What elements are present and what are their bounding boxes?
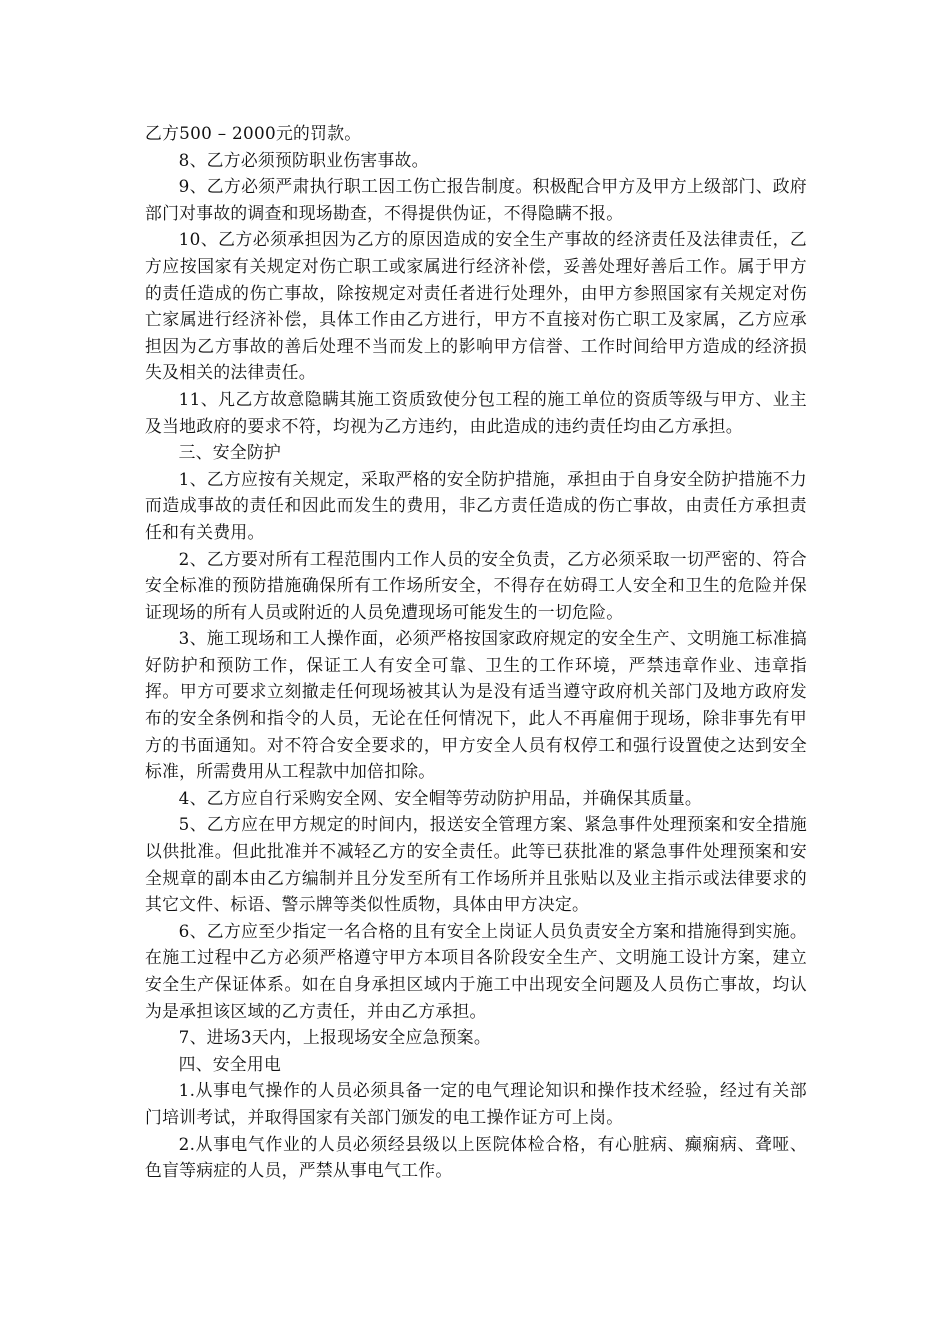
paragraph-item-8: 8、乙方必须预防职业伤害事故。	[178, 149, 429, 170]
paragraph-protection-3: 3、施工现场和工人操作面，必须严格按国家政府规定的安全生产、文明施工标准搞好防护和预防工作，保证工人有安全可靠、卫生的工作环境，严禁违章作业、违章指挥。甲方可要求立刻撤走任何现场被其认为是没有适当遵守政府机关部门及地方政府发布的安全条例和指令的人员，无论在任何情况下，此人不再雇佣于现场，除非事先有甲方的书面通知。对不符合安全要求的，甲方安全人员有权停工和强行设置使之达到安全标准，所需费用从工程款中加倍扣除。	[145, 628, 807, 782]
paragraph-protection-7: 7、进场3天内，上报现场安全应急预案。	[178, 1027, 491, 1048]
paragraph-fine-continuation: 乙方500 – 2000元的罚款。	[145, 123, 362, 143]
paragraph-item-10: 10、乙方必须承担因为乙方的原因造成的安全生产事故的经济责任及法律责任，乙方应按国家有关规定对伤亡职工或家属进行经济补偿，妥善处理好善后工作。属于甲方的责任造成的伤亡事故，除按规定对责任者进行处理外，由甲方参照国家有关规定对伤亡家属进行经济补偿，具体工作由乙方进行，甲方不直接对伤亡职工及家属，乙方应承担因为乙方事故的善后处理不当而发上的影响甲方信誉、工作时间给甲方造成的经济损失及相关的法律责任。	[145, 229, 807, 383]
paragraph-item-11: 11、凡乙方故意隐瞒其施工资质致使分包工程的施工单位的资质等级与甲方、业主及当地政府的要求不符，均视为乙方违约，由此造成的违约责任均由乙方承担。	[145, 388, 807, 436]
paragraph-protection-4: 4、乙方应自行采购安全网、安全帽等劳动防护用品，并确保其质量。	[178, 787, 703, 808]
paragraph-electrical-2: 2.从事电气作业的人员必须经县级以上医院体检合格，有心脏病、癫痫病、聋哑、色盲等病症的人员，严禁从事电气工作。	[145, 1133, 807, 1181]
section-heading-safety-protection: 三、安全防护	[178, 442, 282, 463]
section-heading-electrical-safety: 四、安全用电	[178, 1053, 282, 1074]
paragraph-protection-2: 2、乙方要对所有工程范围内工作人员的安全负责，乙方必须采取一切严密的、符合安全标准的预防措施确保所有工作场所安全，不得存在妨碍工人安全和卫生的危险并保证现场的所有人员或附近的人员免遭现场可能发生的一切危险。	[145, 548, 807, 622]
paragraph-item-9: 9、乙方必须严肃执行职工因工伤亡报告制度。积极配合甲方及甲方上级部门、政府部门对事故的调查和现场勘查，不得提供伪证，不得隐瞒不报。	[145, 176, 807, 223]
paragraph-electrical-1: 1.从事电气操作的人员必须具备一定的电气理论知识和操作技术经验，经过有关部门培训考试，并取得国家有关部门颁发的电工操作证方可上岗。	[145, 1080, 807, 1127]
paragraph-protection-5: 5、乙方应在甲方规定的时间内，报送安全管理方案、紧急事件处理预案和安全措施以供批准。但此批准并不减轻乙方的安全责任。此等已获批准的紧急事件处理预案和安全规章的副本由乙方编制并且分发至所有工作场所并且张贴以及业主指示或法律要求的其它文件、标语、警示牌等类似性质物，具体由甲方决定。	[145, 814, 807, 915]
paragraph-protection-6: 6、乙方应至少指定一名合格的且有安全上岗证人员负责安全方案和措施得到实施。在施工过程中乙方必须严格遵守甲方本项目各阶段安全生产、文明施工设计方案，建立安全生产保证体系。如在自身承担区域内于施工中出现安全问题及人员伤亡事故，均认为是承担该区域的乙方责任，并由乙方承担。	[145, 920, 807, 1021]
document-page	[145, 120, 807, 1184]
paragraph-protection-1: 1、乙方应按有关规定，采取严格的安全防护措施，承担由于自身安全防护措施不力而造成事故的责任和因此而发生的费用，非乙方责任造成的伤亡事故，由责任方承担责任和有关费用。	[145, 468, 807, 542]
